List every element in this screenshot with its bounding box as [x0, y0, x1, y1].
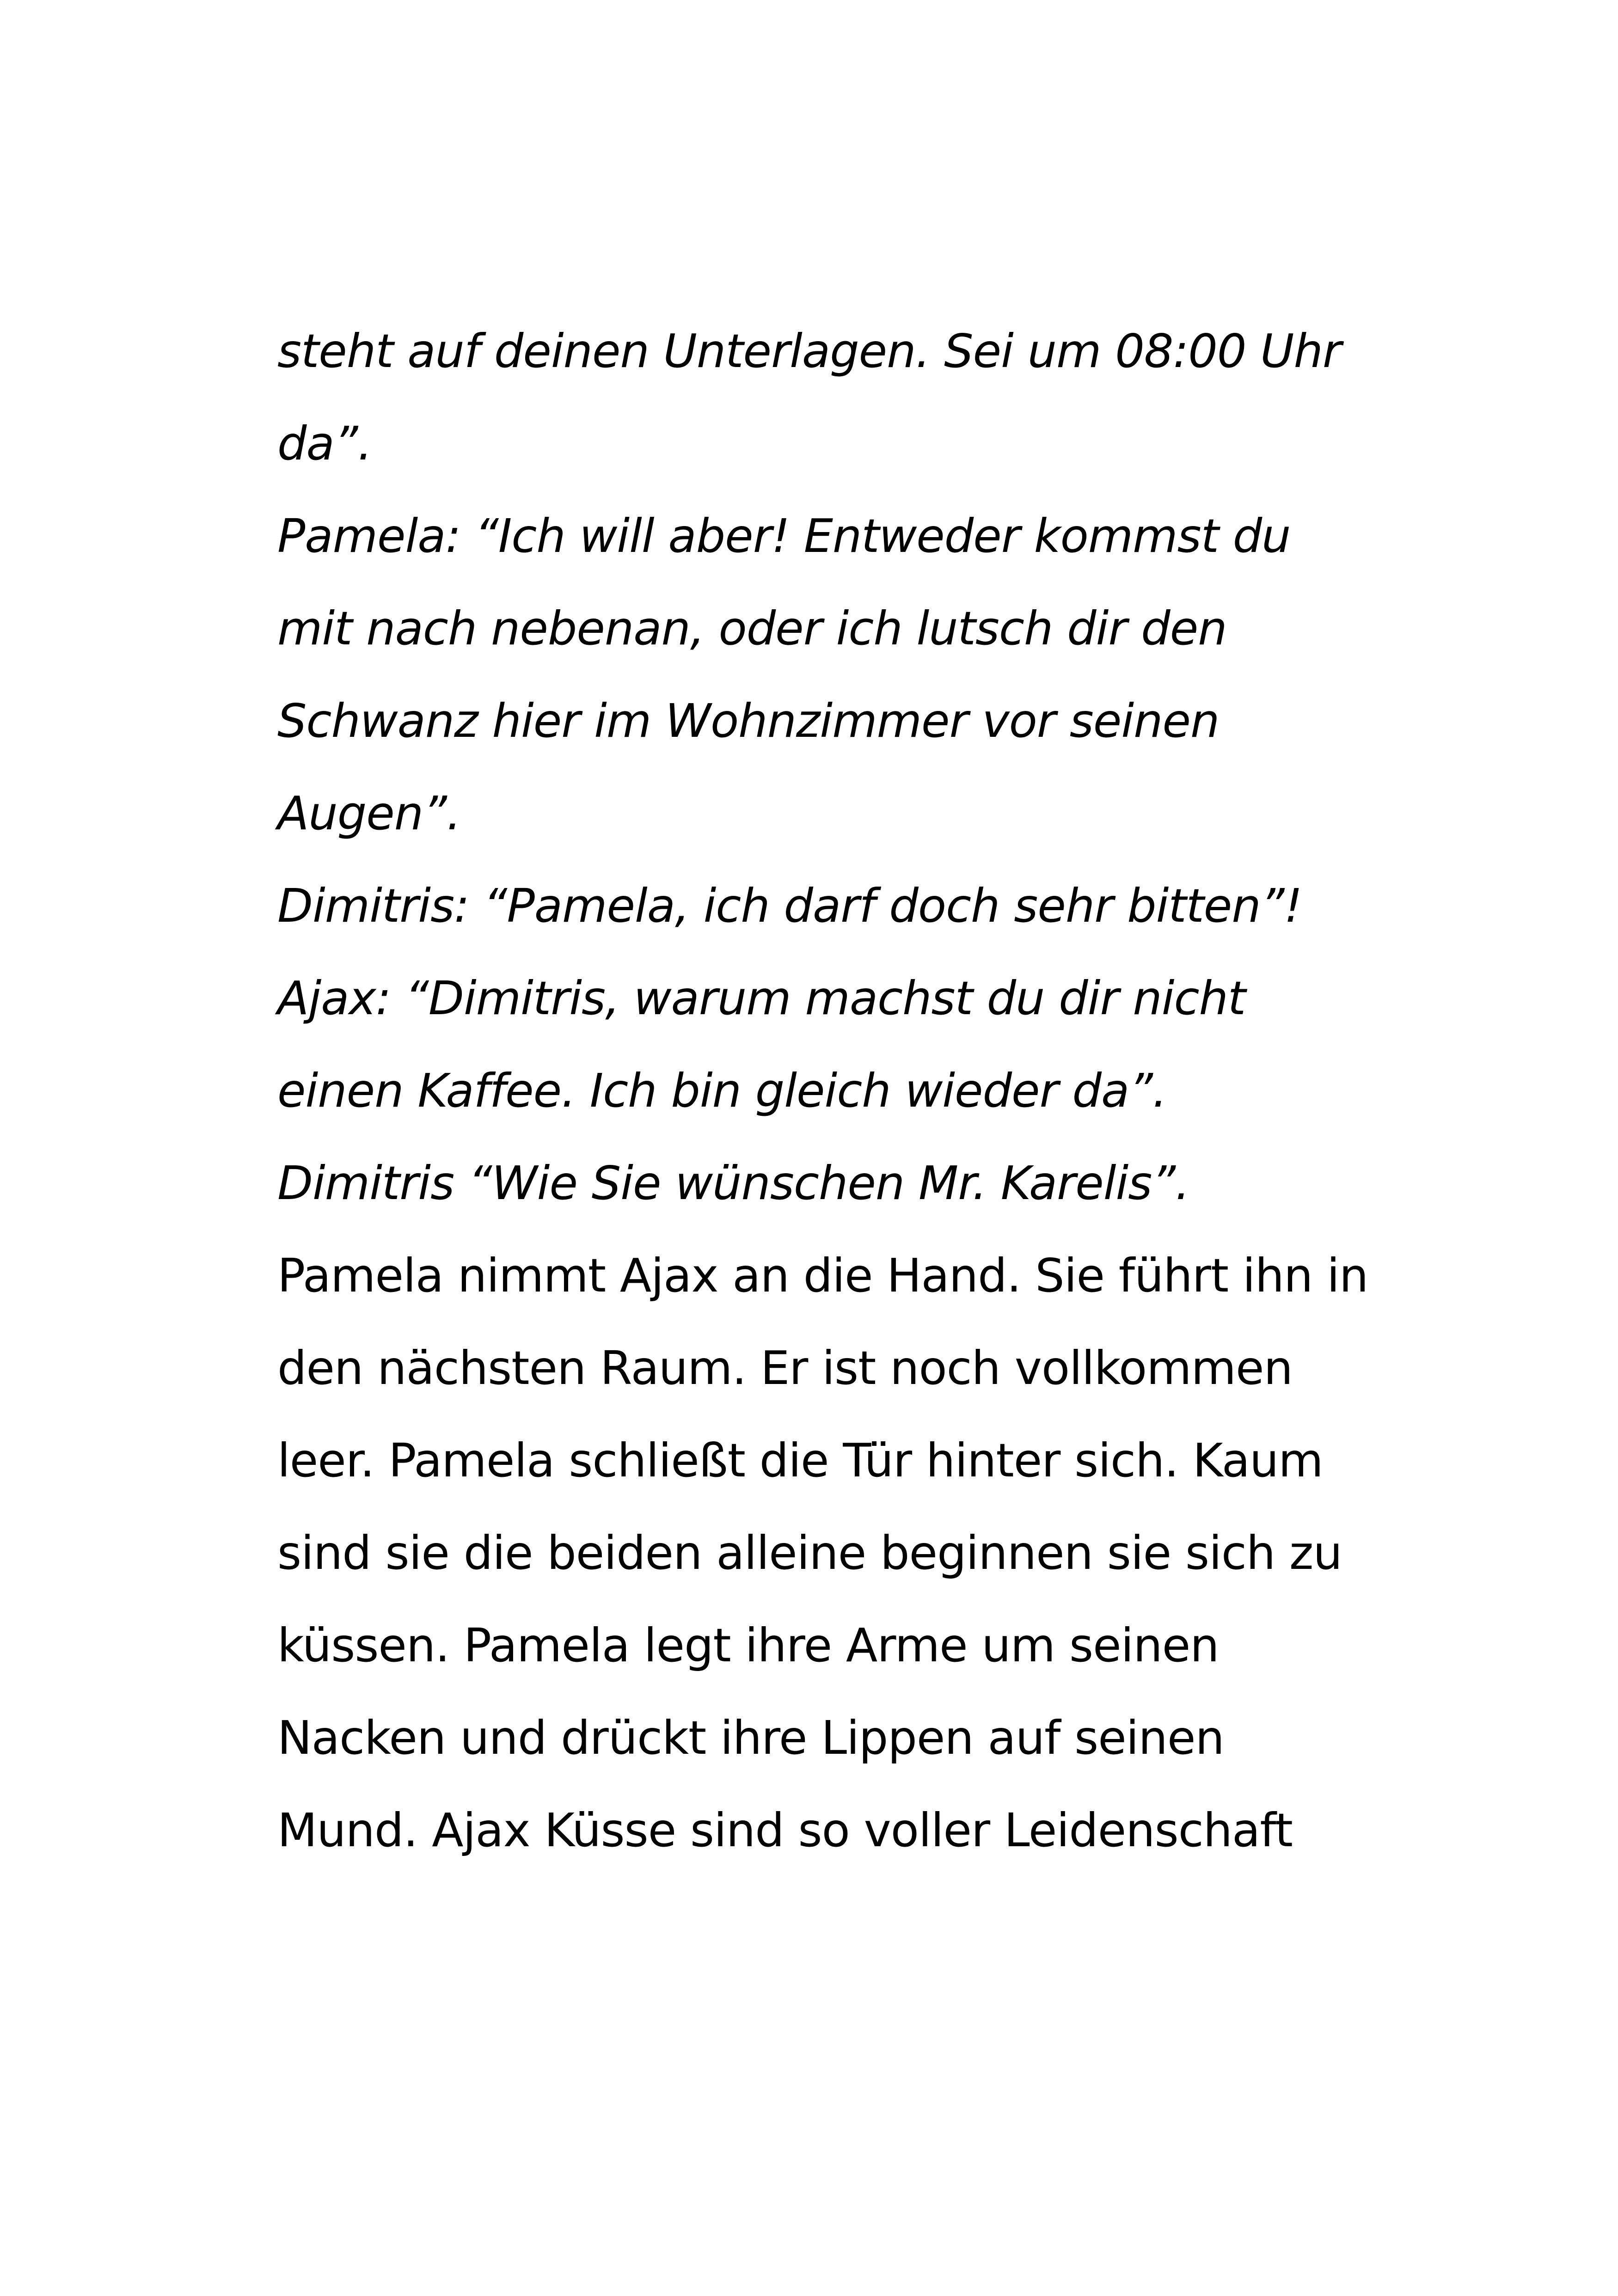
text-line: einen Kaffee. Ich bin gleich wieder da”. [277, 1064, 1167, 1118]
text-line: Pamela nimmt Ajax an die Hand. Sie führt ihn in [277, 1249, 1368, 1303]
text-line: den nächsten Raum. Er ist noch vollkommen [277, 1341, 1293, 1395]
text-line: Augen”. [277, 786, 461, 840]
text-line: Dimitris: “Pamela, ich darf doch sehr bitten”! [277, 879, 1302, 933]
text-line: Ajax: “Dimitris, warum machst du dir nicht [277, 971, 1246, 1025]
text-line: mit nach nebenan, oder ich lutsch dir den [277, 601, 1227, 655]
text-line: Schwanz hier im Wohnzimmer vor seinen [277, 694, 1220, 748]
text-line: küssen. Pamela legt ihre Arme um seinen [277, 1618, 1219, 1672]
text-line: Dimitris “Wie Sie wünschen Mr. Karelis”. [277, 1156, 1189, 1210]
body-text [277, 305, 1410, 1877]
text-line: steht auf deinen Unterlagen. Sei um 08:00 Uhr [277, 324, 1341, 378]
text-line: Nacken und drückt ihre Lippen auf seinen [277, 1711, 1224, 1765]
text-line: Pamela: “Ich will aber! Entweder kommst du [277, 509, 1291, 563]
text-line: sind sie die beiden alleine beginnen sie sich zu [277, 1526, 1342, 1580]
text-line: Mund. Ajax Küsse sind so voller Leidenschaft [277, 1803, 1293, 1857]
text-line: da”. [277, 416, 372, 471]
text-line: leer. Pamela schließt die Tür hinter sich. Kaum [277, 1433, 1323, 1488]
